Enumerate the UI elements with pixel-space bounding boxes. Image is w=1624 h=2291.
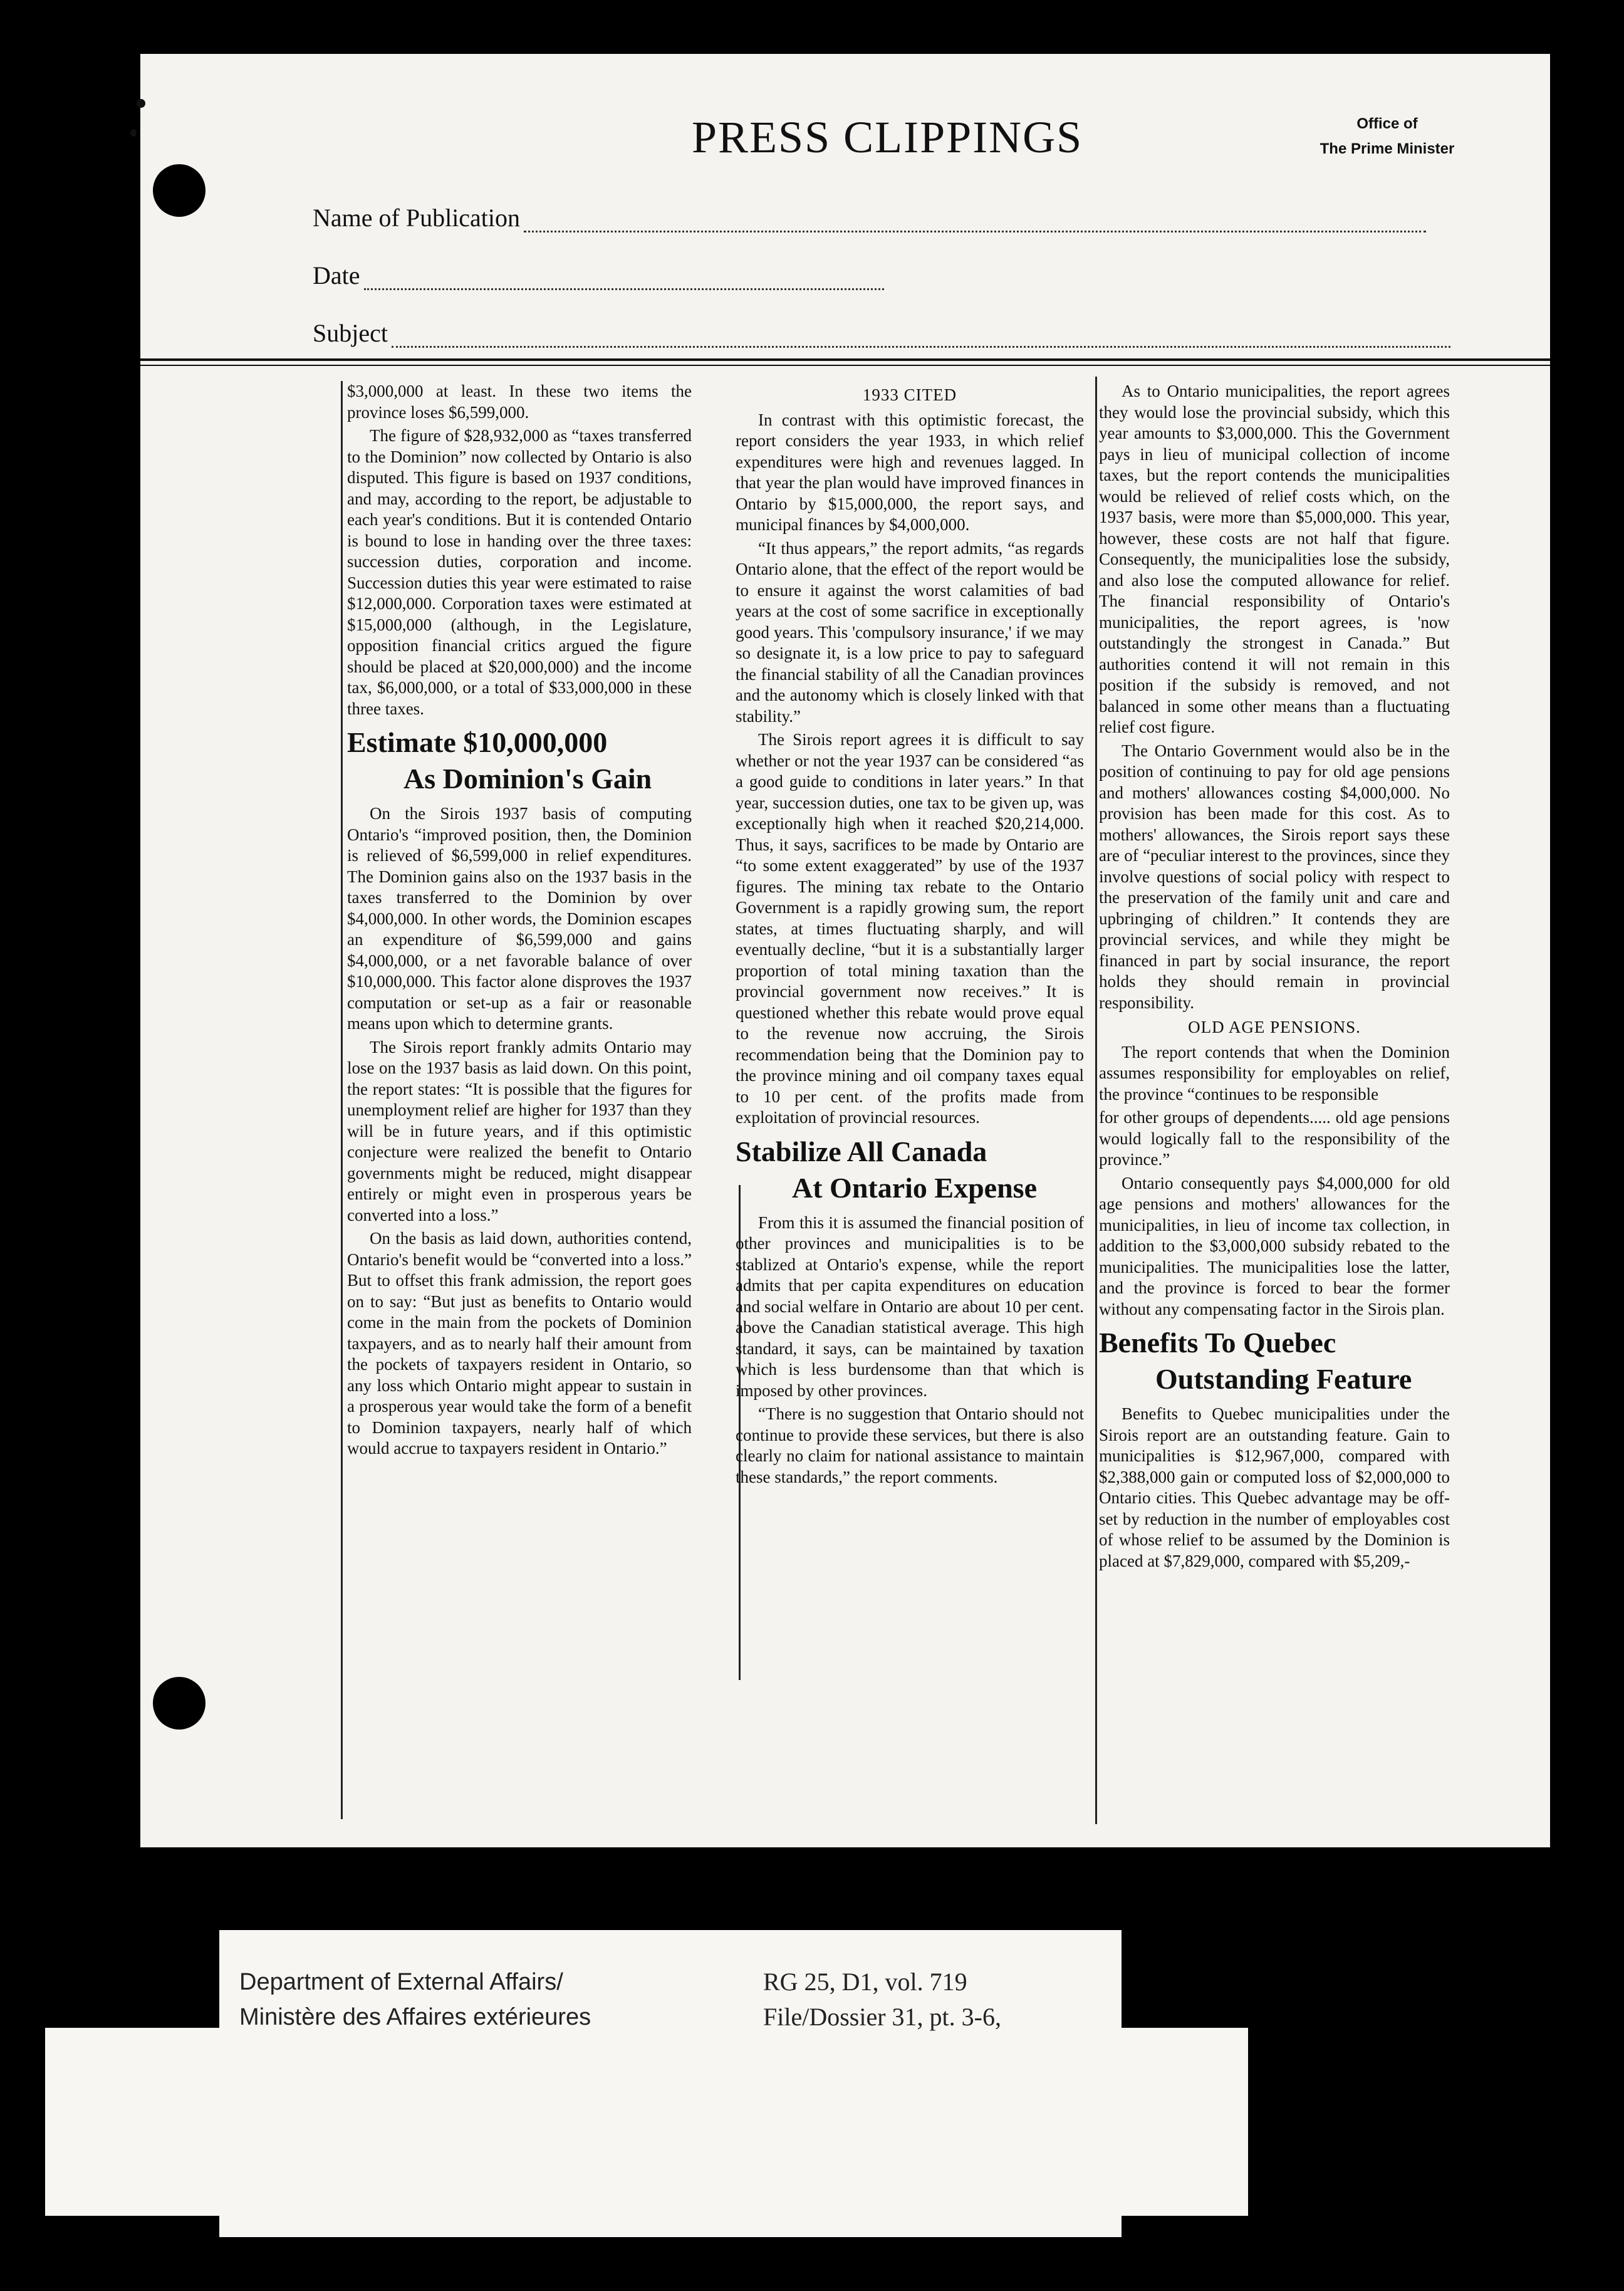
paragraph: Benefits to Quebec municipalities under the Sirois report are an outstanding feature. Gain to municipalities is $12,967,000, compared with $2,388,000 gain or computed loss of $2,000,000 to Ontario cities. This Quebec advantage may be off-set by reduction in the number of employables cost of whose relief to be assumed by the Dominion is placed at $7,829,000, compared with $5,209,-	[1099, 1404, 1450, 1570]
publication-label: Name of Publication	[313, 204, 521, 232]
article-column-3	[1099, 381, 1450, 1574]
paragraph: Ontario consequently pays $4,000,000 for old age pensions and mothers' allowances for the municipalities, in lieu of income tax collection, in addition to the $3,000,000 subsidy rebated to the municipalities. The municipalities lose the latter, and the province is forced to bear the former without any compensating factor in the Sirois plan.	[1099, 1173, 1450, 1318]
office-label: Office of The Prime Minister	[1320, 115, 1455, 157]
file-reference: RG 25, D1, vol. 719 File/Dossier 31, pt. 3-6,	[763, 1968, 1001, 2031]
paragraph: “It thus appears,” the report admits, “as regards Ontario alone, that the effect of the report would be to ensure it against the worst calamities of bad years at the cost of some sacrifice in exceptionally good years. This 'compulsory insurance,' if we may so designate it, is a low price to pay to safeguard the financial stability of all the Canadian provinces and the autonomy which is closely linked with that stability.”	[736, 538, 1084, 726]
punch-hole	[153, 164, 206, 217]
paragraph: As to Ontario municipalities, the report agrees they would lose the provincial subsidy, which this year amounts to $3,000,000. This the Government pays in lieu of municipal collection of income taxes, but the report contends the municipalities would be relieved of relief costs which, on the 1937 basis, were more than $5,000,000. This year, however, these costs are not half that figure. Consequently, the municipalities lose the subsidy, and also lose the computed allowance for relief. The financial responsibility of Ontario's municipalities, the report agrees, is 'now outstandingly the strongest in Canada.” But authorities contend it will not remain in this position if the subsidy is removed, and not balanced in some other means than a fluctuating relief cost figure.	[1099, 382, 1450, 736]
column-rule	[1095, 377, 1097, 1824]
article-column-1	[347, 381, 692, 1462]
archive-reference-label	[219, 1930, 1122, 2237]
headline: Benefits To Quebec Outstanding Feature	[1099, 1327, 1412, 1395]
paragraph: The Sirois report frankly admits Ontario may lose on the 1937 basis as laid down. On this point, the report states: “It is possible that the figures for unemployment relief are higher for 1937 than they will be in future years, and if this optimistic conjecture were realized the benefit to Ontario governments might be reduced, might disappear entirely or might even in prosperous years be converted into a loss.”	[347, 1037, 692, 1224]
subject-blank	[392, 327, 1450, 348]
paragraph: for other groups of dependents..... old age pensions would logically fall to the responsibility of the province.”	[1099, 1108, 1450, 1169]
paragraph: The Sirois report agrees it is difficult to say whether or not the year 1937 can be considered “as a good guide to conditions in later years.” In that year, succession duties, one tax to be given up, was exceptionally high when it reached $20,214,000. Thus, it says, sacrifices to be made by Ontario are “to some extent exaggerated” by use of the 1937 figures. The mining tax rebate to the Ontario Government is a rapidly growing sum, the report states, at times fluctuating sharply, and will eventually decline, “but it is a substantially larger proportion of total mining taxation than the provincial government now receives.” It is questioned whether this rebate would prove equal to the revenue now accruing, the Sirois recommendation being that the Dominion pay to the province mining and oil company taxes equal to 10 per cent. of the profits made from exploitation of provincial resources.	[736, 730, 1084, 1127]
page-title: PRESS CLIPPINGS	[692, 112, 1083, 162]
paragraph: $3,000,000 at least. In these two items the province loses $6,599,000.	[347, 382, 692, 422]
speck	[137, 99, 145, 108]
subject-field	[313, 318, 1450, 348]
publication-blank	[524, 212, 1426, 232]
paragraph: The report contends that when the Dominion assumes responsibility for employables on relief, the province “continues to be responsible	[1099, 1042, 1450, 1104]
subheading: OLD AGE PENSIONS.	[1188, 1018, 1361, 1036]
subject-label: Subject	[313, 319, 388, 347]
article-column-2	[736, 381, 1084, 1490]
speck	[130, 129, 137, 137]
header-rule-thin	[140, 365, 1550, 366]
header-rule	[140, 358, 1550, 361]
date-field	[313, 261, 884, 290]
headline: Stabilize All Canada At Ontario Expense	[736, 1135, 1037, 1204]
date-label: Date	[313, 261, 360, 290]
headline: Estimate $10,000,000 As Dominion's Gain	[347, 726, 652, 795]
department-name: Department of External Affairs/ Ministère des Affaires extérieures	[239, 1969, 591, 2030]
subheading: 1933 CITED	[862, 385, 957, 404]
paragraph: The figure of $28,932,000 as “taxes transferred to the Dominion” now collected by Ontario is also disputed. This figure is based on 1937 conditions, and may, according to the report, be adjustable to each year's conditions. But it is contended Ontario is bound to lose in handing over the three taxes: succession duties, corporation and income. Succession duties this year were estimated to raise $12,000,000. Corporation taxes were estimated at $15,000,000 (although, in the Legislature, opposition financial critics argued the figure should be placed at $20,000,000) and the income tax, $6,000,000, or a total of $33,000,000 in these three taxes.	[347, 426, 692, 718]
paragraph: The Ontario Government would also be in the position of continuing to pay for old age pensions and mothers' allowances costing $4,000,000. No provision has been made for this cost. As to mothers' allowances, the Sirois report says these are of “peculiar interest to the provinces, since they involve questions of social policy with respect to the preservation of the family unit and care and upbringing of children.” It contends they are provincial services, and while they might be financed in part by social insurance, the report holds they should remain in provincial responsibility.	[1099, 741, 1450, 1012]
paragraph: “There is no suggestion that Ontario should not continue to provide these services, but there is also clearly no claim for national assistance to maintain these standards,” the report comments.	[736, 1404, 1084, 1486]
paragraph: In contrast with this optimistic forecast, the report considers the year 1933, in which relief expenditures were high and revenues lagged. In that year the plan would have improved finances in Ontario by $15,000,000, the report says, and municipal finances by $4,000,000.	[736, 410, 1084, 534]
press-clipping-sheet	[140, 54, 1550, 1847]
publication-field	[313, 203, 1426, 232]
date-blank	[364, 269, 884, 290]
paragraph: On the Sirois 1937 basis of computing Ontario's “improved position, then, the Dominion is relieved of $6,599,000 in relief expenditures. The Dominion gains also on the 1937 basis in the taxes transferred to the Dominion by over $4,000,000. In other words, the Dominion escapes an expenditure of $6,599,000 and gains $4,000,000, or a net favorable balance of over $10,000,000. This factor alone disproves the 1937 computation or set-up as a fair or reasonable means upon which to determine grants.	[347, 804, 692, 1033]
paragraph: On the basis as laid down, authorities contend, Ontario's benefit would be “converted into a loss.” But to offset this frank admission, the report goes on to say: “But just as benefits to Ontario would come in the main from the pockets of Dominion taxpayers, and as to nearly half their amount from the pockets of taxpayers resident in Ontario, so any loss which Ontario might appear to sustain in a prosperous year would take the form of a benefit to Dominion taxpayers, nearly half of which would accrue to taxpayers resident in Ontario.”	[347, 1229, 692, 1458]
column-rule	[341, 381, 343, 1819]
punch-hole	[153, 1677, 206, 1730]
paragraph: From this it is assumed the financial position of other provinces and municipalities is to be stablized at Ontario's expense, while the report admits that per capita expenditures on education and social welfare in Ontario are about 10 per cent. above the Canadian statistical average. This high standard, it says, can be maintained by taxation which is less burdensome than that which is imposed by other provinces.	[736, 1213, 1084, 1400]
